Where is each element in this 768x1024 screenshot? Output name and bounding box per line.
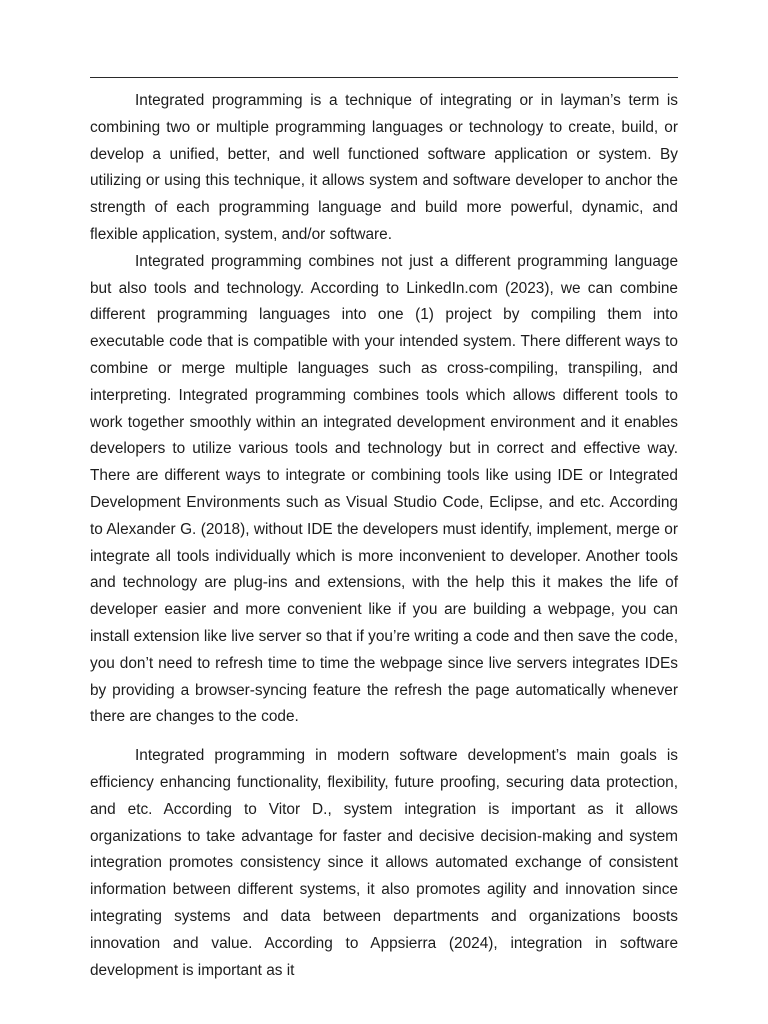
document-body xyxy=(90,88,678,984)
paragraph-integrated-programming-definition: Integrated programming is a technique of integrating or in layman’s term is combining two or multiple programming languages or technology to create, build, or develop a unified, better, and well functioned software application or system. By utilizing or using this technique, it allows system and software developer to anchor the strength of each programming language and build more powerful, dynamic, and flexible application, system, and/or software. xyxy=(90,92,678,243)
paragraph-modern-development-goals: Integrated programming in modern software development’s main goals is efficiency enhancing functionality, flexibility, future proofing, securing data protection, and etc. According to Vitor D., system integration is important as it allows organizations to take advantage for faster and decisive decision-making and system integration promotes consistency since it allows automated exchange of consistent information between different systems, it also promotes agility and innovation since integrating systems and data between departments and organizations boosts innovation and value. According to Appsierra (2024), integration in software development is important as it xyxy=(90,747,678,979)
paragraph-tools-and-technology: Integrated programming combines not just a different programming language but also tools and technology. According to LinkedIn.com (2023), we can combine different programming languages into one (1) project by compiling them into executable code that is compatible with your intended system. There different ways to combine or merge multiple languages such as cross-compiling, transpiling, and interpreting. Integrated programming combines tools which allows different tools to work together smoothly within an integrated development environment and it enables developers to utilize various tools and technology but in correct and effective way. There are different ways to integrate or combining tools like using IDE or Integrated Development Environments such as Visual Studio Code, Eclipse, and etc. According to Alexander G. (2018), without IDE the developers must identify, implement, merge or integrate all tools individually which is more inconvenient to developer. Another tools and technology are plug-ins and extensions, with the help this it makes the life of developer easier and more convenient like if you are building a webpage, you can install extension like live server so that if you’re writing a code and then save the code, you don’t need to refresh time to time the webpage since live servers integrates IDEs by providing a browser-syncing feature the refresh the page automatically whenever there are changes to the code. xyxy=(90,252,678,726)
header-rule xyxy=(90,77,678,78)
